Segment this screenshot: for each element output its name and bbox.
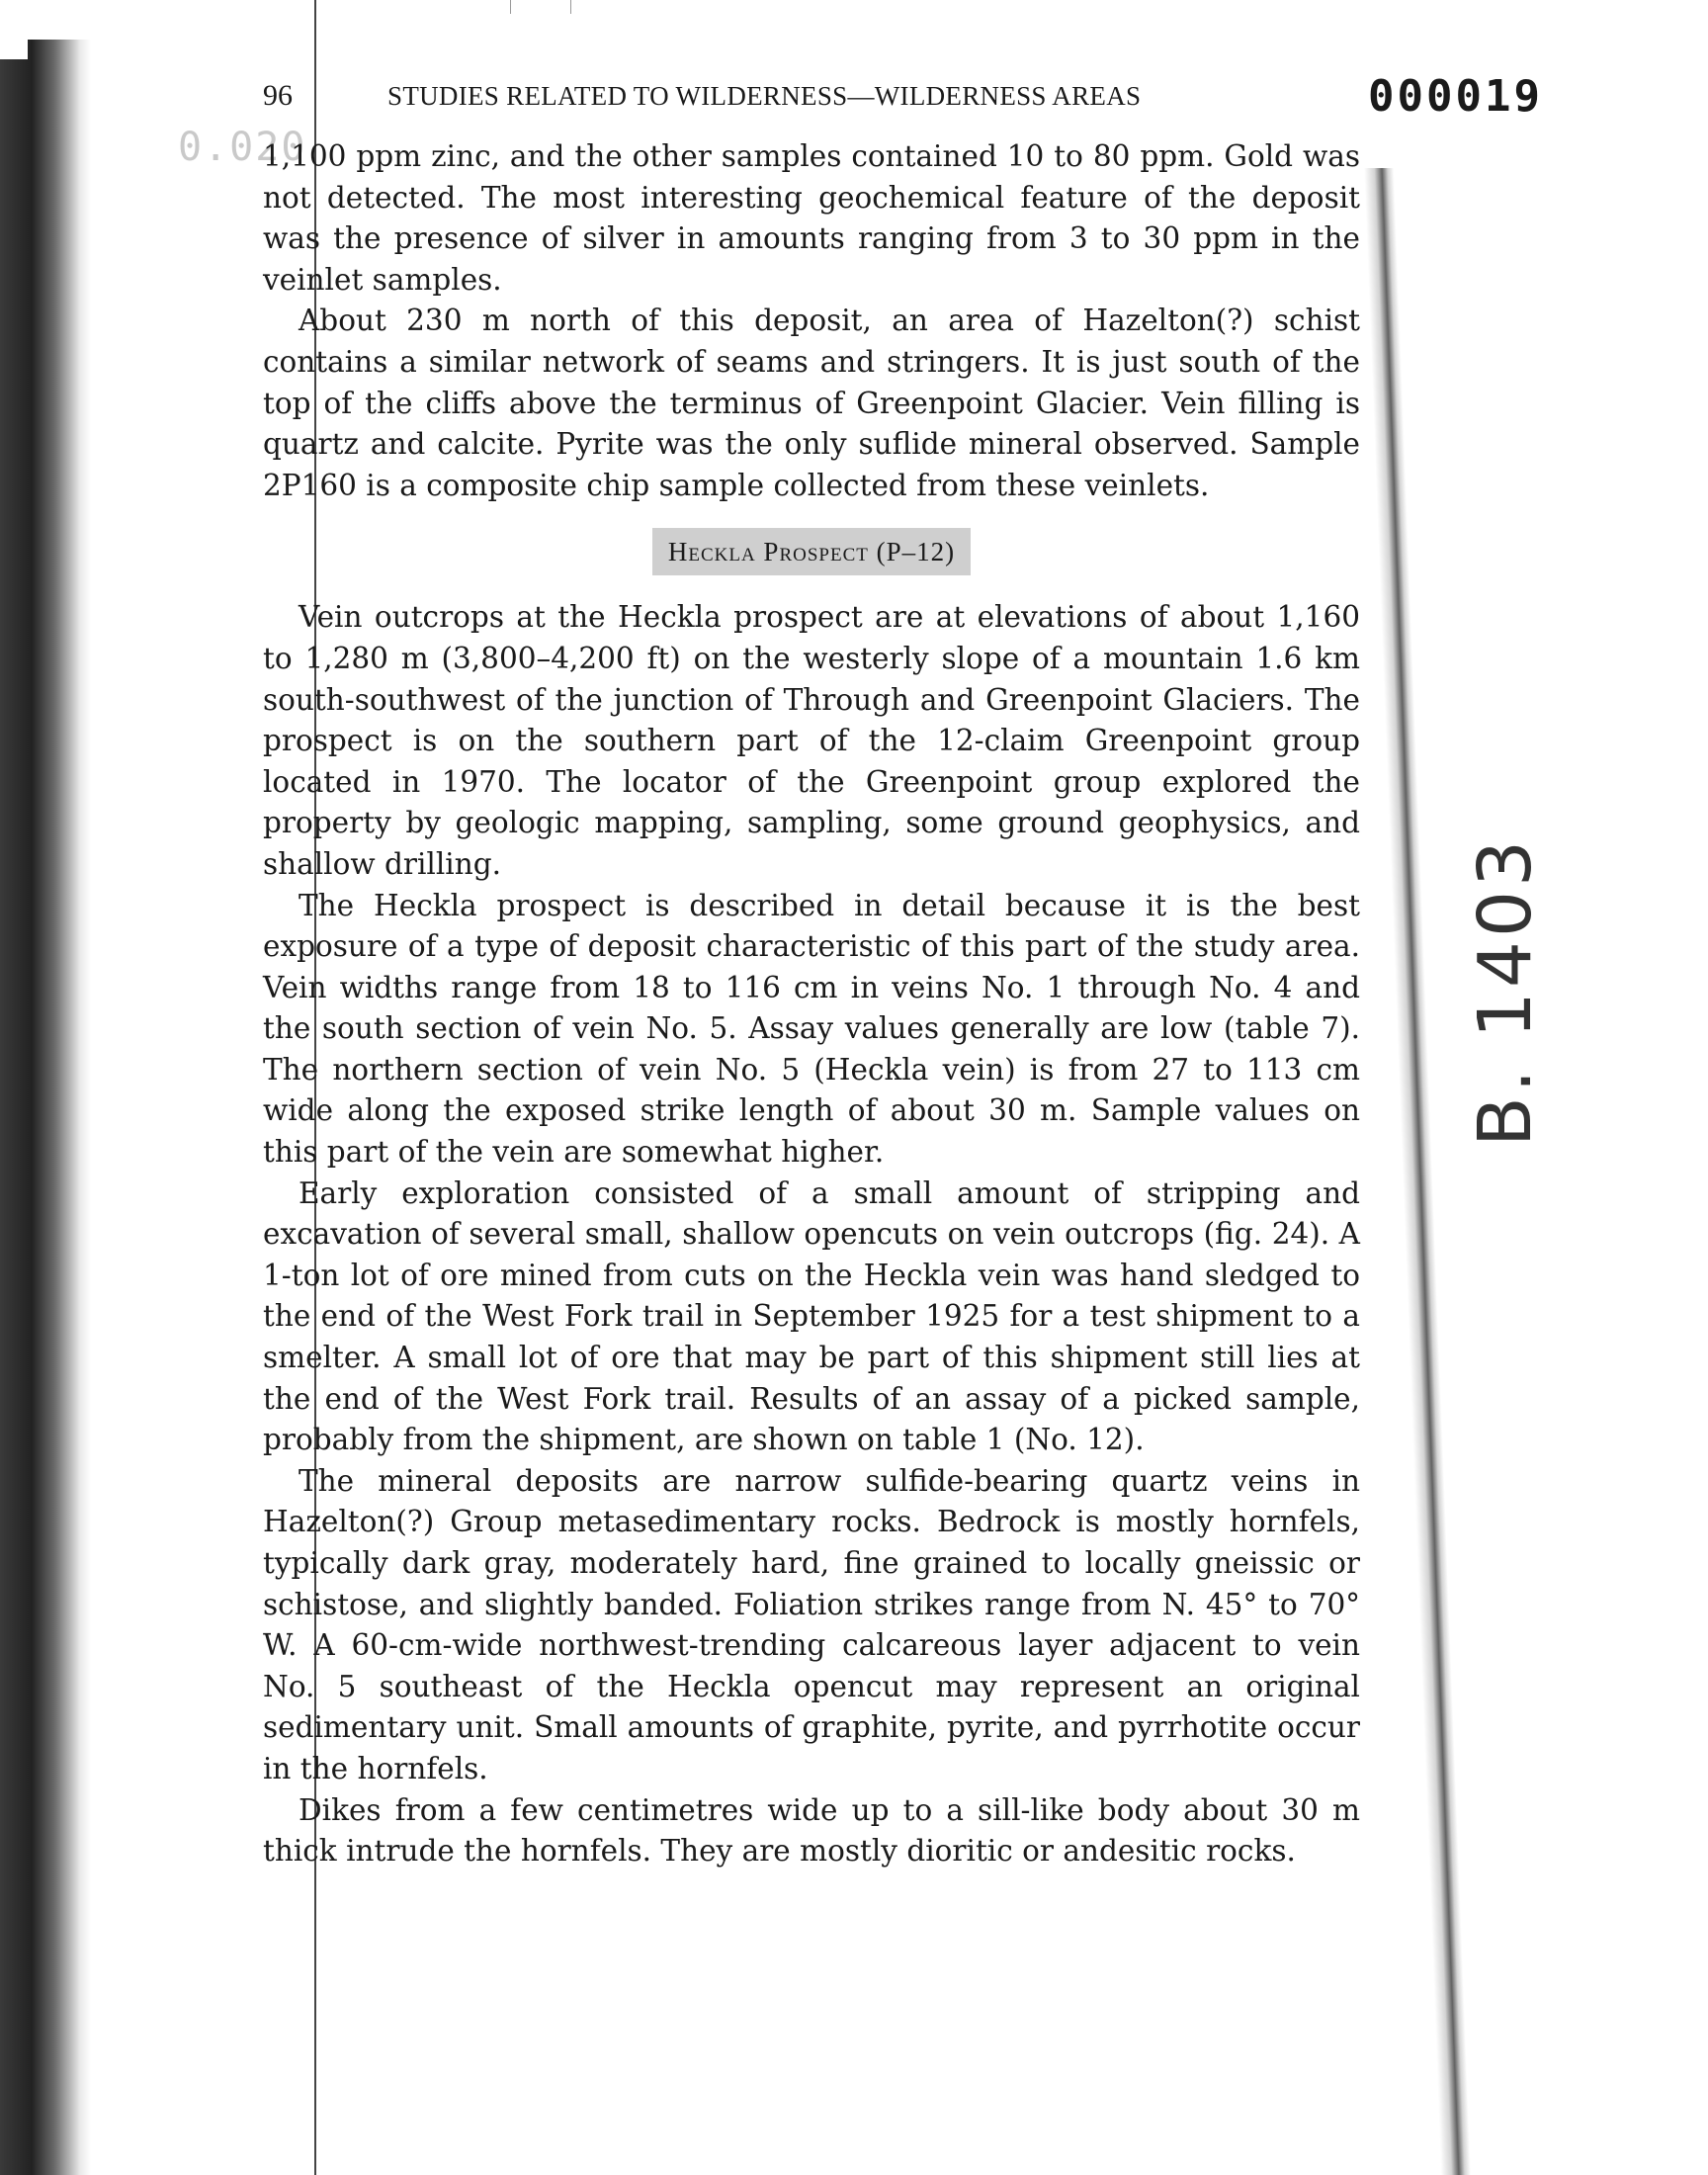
scan-left-shadow <box>0 40 91 2175</box>
paragraph: 1,100 ppm zinc, and the other samples contained 10 to 80 ppm. Gold was not detected. The most interesting geochemical feature of the deposit was the presence of silver in amounts ranging from 3 to 30 ppm in the veinlet samples. <box>263 139 1360 297</box>
scan-top-mark <box>510 0 571 14</box>
page-number: 96 <box>263 79 293 112</box>
document-body <box>263 136 1360 1872</box>
paragraph: Vein outcrops at the Heckla prospect are at elevations of about 1,160 to 1,280 m (3,800–4,200 ft) on the westerly slope of a mountain 1.6 km south-southwest of the junction of Through and Greenpoint Glaciers. The prospect is on the southern part of the 12-claim Greenpoint group located in 1970. The locator of the Greenpoint group explored the property by geologic mapping, sampling, some ground geophysics, and shallow drilling. <box>263 600 1360 881</box>
handwritten-note: B. 1403 <box>1463 835 1548 1147</box>
stamp-number: 000019 <box>1368 71 1543 122</box>
faint-stamp: 0.020 <box>178 125 307 170</box>
running-title: STUDIES RELATED TO WILDERNESS—WILDERNESS AREAS <box>387 81 1142 111</box>
paragraph: Dikes from a few centimetres wide up to a sill-like body about 30 m thick intrude the hornfels. They are mostly dioritic or andesitic rocks. <box>263 1792 1360 1869</box>
paragraph: Early exploration consisted of a small amount of stripping and excavation of several small, shallow opencuts on vein outcrops (fig. 24). A 1-ton lot of ore mined from cuts on the Heckla vein was hand sledged to the end of the West Fork trail in September 1925 for a test shipment to a smelter. A small lot of ore that may be part of this shipment still lies at the end of the West Fork trail. Results of an assay of a picked sample, probably from the shipment, are shown on table 1 (No. 12). <box>263 1175 1360 1457</box>
paragraph: The Heckla prospect is described in detail because it is the best exposure of a type of deposit characteristic of this part of the study area. Vein widths range from 18 to 116 cm in veins No. 1 through No. 4 and the south section of vein No. 5. Assay values generally are low (table 7). The northern section of vein No. 5 (Heckla vein) is from 27 to 113 cm wide along the exposed strike length of about 30 m. Sample values on this part of the vein are somewhat higher. <box>263 888 1360 1170</box>
scan-right-shadow <box>1364 168 1471 2175</box>
paragraph: About 230 m north of this deposit, an area of Hazelton(?) schist contains a similar network of seams and stringers. It is just south of the top of the cliffs above the terminus of Greenpoint Glacier. Vein filling is quartz and calcite. Pyrite was the only suflide mineral observed. Sample 2P160 is a composite chip sample collected from these veinlets. <box>263 304 1360 502</box>
paragraph: The mineral deposits are narrow sulfide-bearing quartz veins in Hazelton(?) Group metasedimentary rocks. Bedrock is mostly hornfels, typically dark gray, moderately hard, fine grained to locally gneissic or schistose, and slightly banded. Foliation strikes range from N. 45° to 70° W. A 60-cm-wide northwest-trending calcareous layer adjacent to vein No. 5 southeast of the Heckla opencut may represent an original sedimentary unit. Small amounts of graphite, pyrite, and pyrrhotite occur in the hornfels. <box>263 1463 1360 1785</box>
section-heading-label: Heckla Prospect (P–12) <box>652 528 971 575</box>
page-header <box>259 71 1543 123</box>
section-heading <box>263 528 1360 575</box>
scan-corner <box>0 0 28 59</box>
